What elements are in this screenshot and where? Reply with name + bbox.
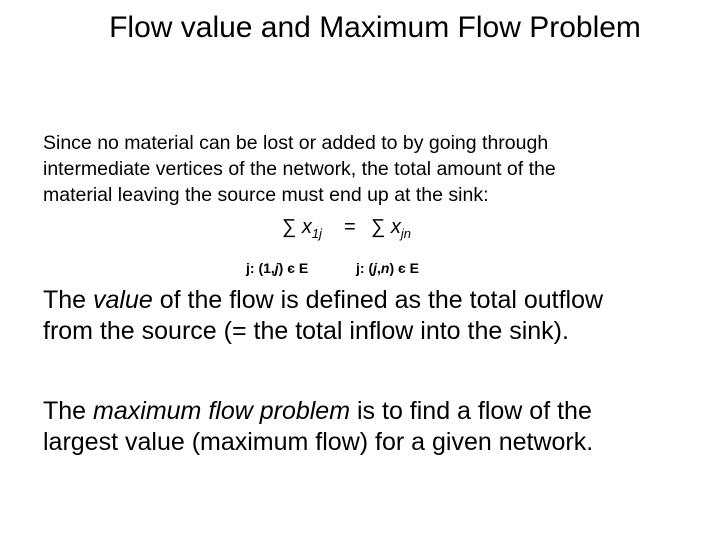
sum-symbol-left: ∑ <box>282 216 297 238</box>
formula-right-subscript: jn <box>400 226 411 241</box>
formula-right-sum <box>371 214 411 247</box>
intro-line-2: intermediate vertices of the network, the total amount of the <box>43 158 556 180</box>
formula-left-var: x <box>301 216 312 238</box>
intro-line-1: Since no material can be lost or added to by going through <box>43 132 549 154</box>
right-index-var2: n <box>380 260 390 276</box>
max-flow-line-2: largest value (maximum flow) for a given network. <box>43 428 594 456</box>
flow-value-line-1 <box>43 285 703 316</box>
flow-value-line-2: from the source (= the total inflow into the sink). <box>43 317 569 345</box>
max-flow-paragraph <box>43 396 703 458</box>
formula-left-index <box>246 258 308 278</box>
intro-paragraph <box>43 130 693 208</box>
formula-right-index <box>356 258 419 278</box>
max-flow-line-1-end: is to find a flow of the <box>350 397 592 425</box>
intro-line-3: material leaving the source must end up at the sink: <box>43 184 489 206</box>
formula-equals: = <box>344 216 356 238</box>
max-flow-line-1-start: The <box>43 397 94 425</box>
formula-left-subscript: 1j <box>311 226 322 241</box>
formula-left-sum <box>282 214 322 247</box>
max-flow-line-1 <box>43 396 703 427</box>
left-index-var: j <box>274 260 279 276</box>
sum-symbol-right: ∑ <box>371 216 386 238</box>
formula-right-var: x <box>390 216 401 238</box>
flow-value-line-1-end: of the flow is defined as the total outflow <box>152 286 604 314</box>
right-index-prefix: j: ( <box>356 260 374 276</box>
right-index-var: j <box>373 260 377 276</box>
left-index-suffix: ) є E <box>278 260 309 276</box>
flow-value-paragraph <box>43 285 703 347</box>
left-index-prefix: j: (1, <box>246 260 275 276</box>
right-index-mid: , <box>377 260 381 276</box>
slide-title: Flow value and Maximum Flow Problem <box>109 11 641 44</box>
right-index-suffix: ) є E <box>389 260 419 276</box>
flow-value-term: value <box>93 286 153 314</box>
max-flow-term: maximum flow problem <box>93 397 351 425</box>
flow-value-line-1-start: The <box>43 286 94 314</box>
